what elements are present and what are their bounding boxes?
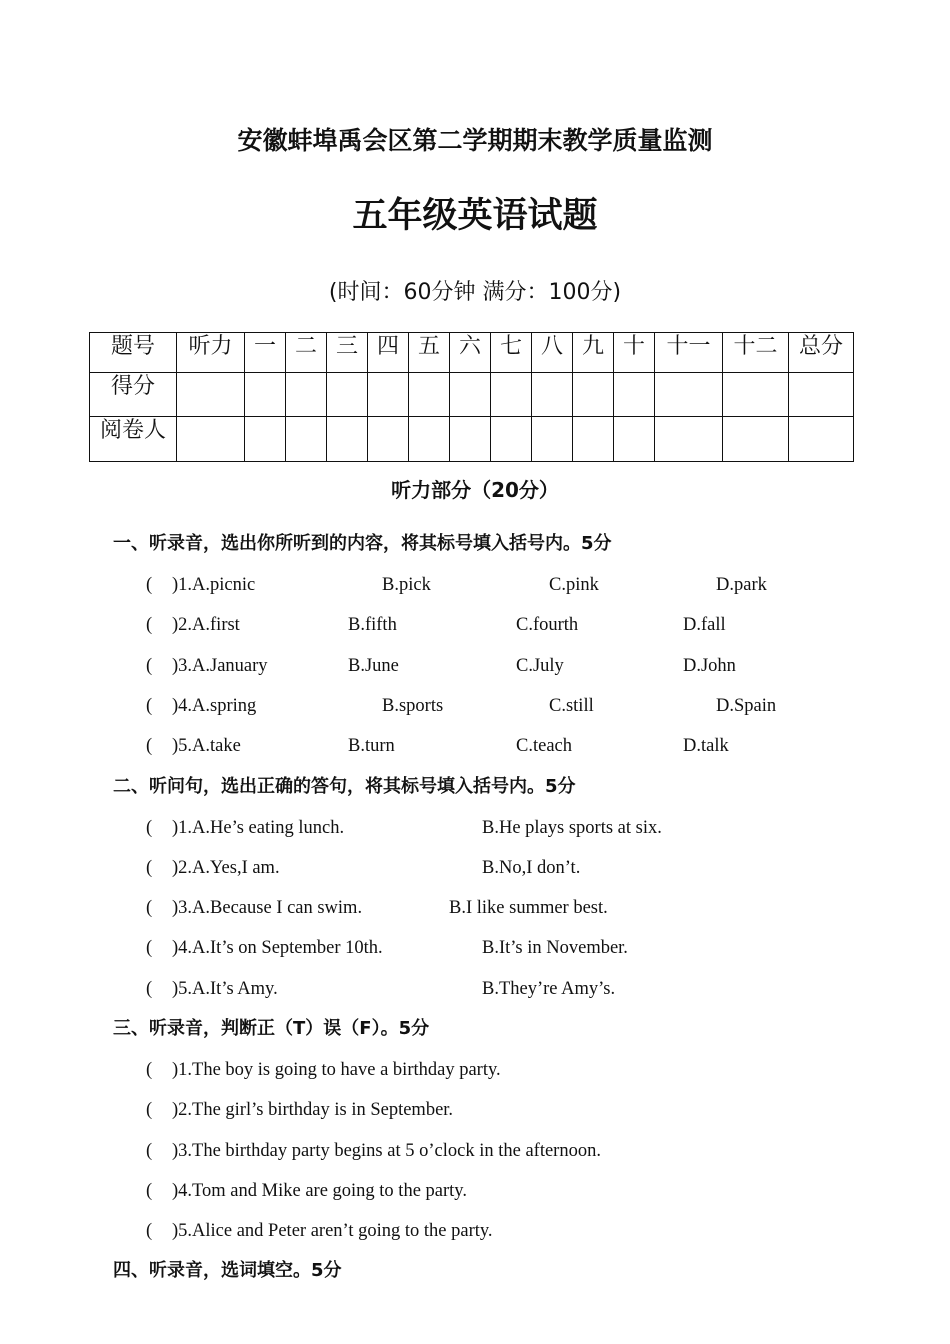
- score-cell[interactable]: [286, 373, 327, 417]
- exam-info: (时间：60分钟 满分：100分): [328, 280, 622, 305]
- answer-paren[interactable]: (: [146, 1181, 153, 1201]
- option-b: B.turn: [348, 736, 395, 756]
- answer-paren[interactable]: (: [146, 818, 153, 838]
- statement-text: )5.Alice and Peter aren’t going to the party.: [172, 1221, 493, 1241]
- question-stem: )1.A.picnic: [172, 575, 256, 595]
- table-header-cell: 八: [532, 333, 573, 373]
- grader-cell[interactable]: [655, 417, 723, 462]
- section-2-heading: 二、听问句，选出正确的答句，将其标号填入括号内。5分: [113, 776, 576, 797]
- grader-cell[interactable]: [177, 417, 245, 462]
- option-d: D.Spain: [716, 696, 777, 716]
- table-header-cell: 题号: [90, 333, 177, 373]
- answer-paren[interactable]: (: [146, 1100, 153, 1120]
- grader-cell[interactable]: [573, 417, 614, 462]
- question-stem: )3.A.January: [172, 656, 268, 676]
- answer-paren[interactable]: (: [146, 696, 153, 716]
- option-c: C.pink: [549, 575, 599, 595]
- section-1-heading: 一、听录音，选出你所听到的内容，将其标号填入括号内。5分: [113, 533, 612, 554]
- grader-cell[interactable]: [368, 417, 409, 462]
- score-table: [89, 332, 854, 462]
- score-cell[interactable]: [327, 373, 368, 417]
- score-cell[interactable]: [532, 373, 573, 417]
- score-cell[interactable]: [245, 373, 286, 417]
- table-header-cell: 九: [573, 333, 614, 373]
- question-stem: )5.A.It’s Amy.: [172, 979, 278, 999]
- answer-paren[interactable]: (: [146, 1060, 153, 1080]
- answer-paren[interactable]: (: [146, 575, 153, 595]
- question-stem: )2.A.Yes,I am.: [172, 858, 280, 878]
- score-cell[interactable]: [573, 373, 614, 417]
- option-b: B.He plays sports at six.: [482, 818, 662, 838]
- question-stem: )2.A.first: [172, 615, 240, 635]
- table-header-cell: 十: [614, 333, 655, 373]
- score-cell[interactable]: [409, 373, 450, 417]
- grader-cell[interactable]: [327, 417, 368, 462]
- answer-paren[interactable]: (: [146, 898, 153, 918]
- section-4-heading: 四、听录音，选词填空。5分: [113, 1260, 342, 1281]
- score-table-row: [90, 373, 854, 417]
- table-header-cell: 总分: [789, 333, 854, 373]
- grader-cell[interactable]: [245, 417, 286, 462]
- table-header-cell: 十二: [723, 333, 789, 373]
- score-table-header-row: [90, 333, 854, 373]
- score-cell[interactable]: [177, 373, 245, 417]
- question-stem: )1.A.He’s eating lunch.: [172, 818, 345, 838]
- question-stem: )4.A.spring: [172, 696, 257, 716]
- option-b: B.June: [348, 656, 399, 676]
- option-b: B.sports: [382, 696, 444, 716]
- listening-part-title: 听力部分（20分）: [391, 478, 559, 502]
- option-c: C.teach: [516, 736, 572, 756]
- grader-cell[interactable]: [286, 417, 327, 462]
- grader-cell[interactable]: [532, 417, 573, 462]
- answer-paren[interactable]: (: [146, 1221, 153, 1241]
- option-b: B.I like summer best.: [449, 898, 608, 918]
- grader-cell[interactable]: [789, 417, 854, 462]
- statement-text: )2.The girl’s birthday is in September.: [172, 1100, 454, 1120]
- table-header-cell: 十一: [655, 333, 723, 373]
- option-b: B.They’re Amy’s.: [482, 979, 616, 999]
- statement-text: )1.The boy is going to have a birthday party.: [172, 1060, 501, 1080]
- option-d: D.talk: [683, 736, 729, 756]
- row-label: 阅卷人: [90, 417, 177, 462]
- score-table-row: [90, 417, 854, 462]
- score-cell[interactable]: [614, 373, 655, 417]
- option-b: B.fifth: [348, 615, 397, 635]
- question-stem: )4.A.It’s on September 10th.: [172, 938, 383, 958]
- answer-paren[interactable]: (: [146, 656, 153, 676]
- score-cell[interactable]: [723, 373, 789, 417]
- answer-paren[interactable]: (: [146, 938, 153, 958]
- exam-title: 安徽蚌埠禹会区第二学期期末教学质量监测: [237, 126, 713, 155]
- option-c: C.July: [516, 656, 564, 676]
- score-cell[interactable]: [491, 373, 532, 417]
- grader-cell[interactable]: [614, 417, 655, 462]
- score-cell[interactable]: [450, 373, 491, 417]
- table-header-cell: 五: [409, 333, 450, 373]
- grader-cell[interactable]: [409, 417, 450, 462]
- option-c: C.still: [549, 696, 594, 716]
- answer-paren[interactable]: (: [146, 615, 153, 635]
- option-d: D.John: [683, 656, 736, 676]
- option-b: B.No,I don’t.: [482, 858, 581, 878]
- answer-paren[interactable]: (: [146, 979, 153, 999]
- answer-paren[interactable]: (: [146, 1141, 153, 1161]
- option-b: B.It’s in November.: [482, 938, 628, 958]
- option-b: B.pick: [382, 575, 431, 595]
- table-header-cell: 六: [450, 333, 491, 373]
- question-stem: )3.A.Because I can swim.: [172, 898, 363, 918]
- grader-cell[interactable]: [450, 417, 491, 462]
- table-header-cell: 三: [327, 333, 368, 373]
- table-header-cell: 一: [245, 333, 286, 373]
- option-c: C.fourth: [516, 615, 579, 635]
- section-3-heading: 三、听录音，判断正（T）误（F）。5分: [113, 1018, 430, 1039]
- grader-cell[interactable]: [723, 417, 789, 462]
- grader-cell[interactable]: [491, 417, 532, 462]
- table-header-cell: 七: [491, 333, 532, 373]
- score-cell[interactable]: [368, 373, 409, 417]
- exam-subtitle: 五年级英语试题: [352, 196, 598, 236]
- option-d: D.fall: [683, 615, 726, 635]
- table-header-cell: 听力: [177, 333, 245, 373]
- statement-text: )4.Tom and Mike are going to the party.: [172, 1181, 467, 1201]
- answer-paren[interactable]: (: [146, 736, 153, 756]
- answer-paren[interactable]: (: [146, 858, 153, 878]
- table-header-cell: 二: [286, 333, 327, 373]
- question-stem: )5.A.take: [172, 736, 241, 756]
- row-label: 得分: [90, 373, 177, 417]
- statement-text: )3.The birthday party begins at 5 o’clock in the afternoon.: [172, 1141, 601, 1161]
- score-cell[interactable]: [789, 373, 854, 417]
- option-d: D.park: [716, 575, 767, 595]
- score-cell[interactable]: [655, 373, 723, 417]
- table-header-cell: 四: [368, 333, 409, 373]
